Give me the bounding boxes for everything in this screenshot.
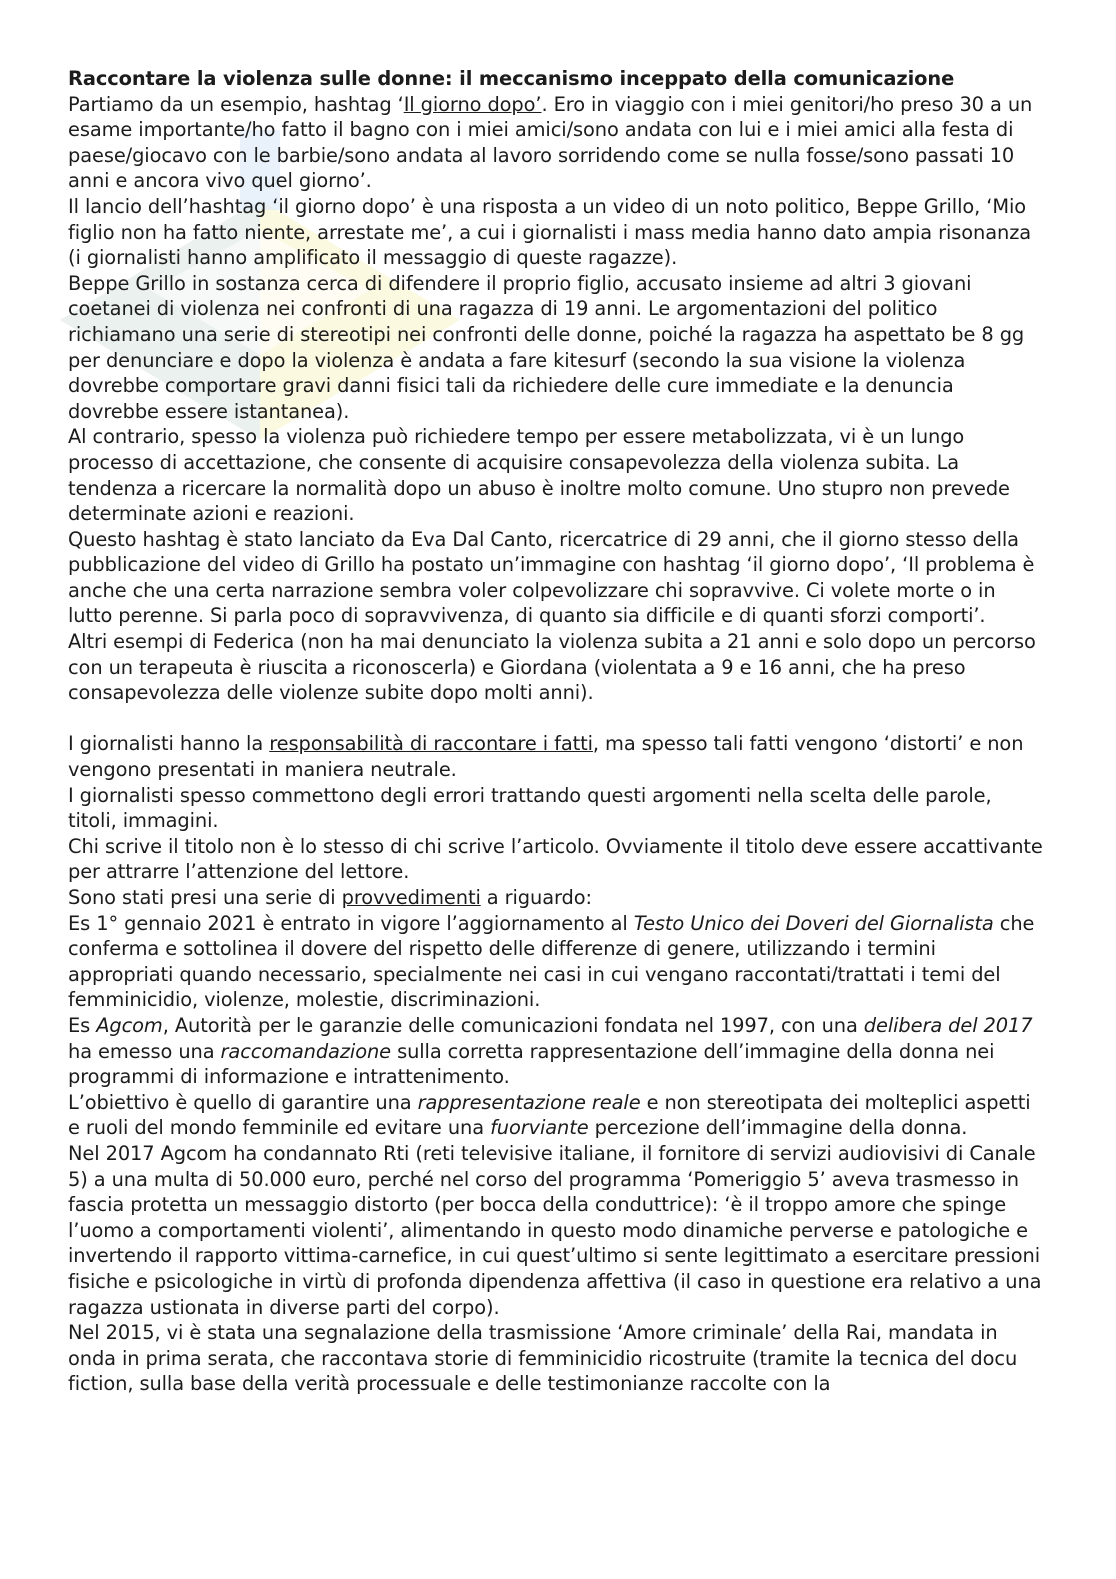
paragraph: Questo hashtag è stato lanciato da Eva Dal Canto, ricercatrice di 29 anni, che il giorno stesso della pubblicazione del video di Grillo ha postato un’immagine con hashtag ‘il giorno dopo’, ‘Il problema è anche che una certa narrazione sembra voler colpevolizzare chi sopravvive. Ci volete morte o in lutto perenne. Si parla poco di sopravvivenza, di quanto sia difficile e di quanti sforzi comporti’. (68, 527, 1035, 628)
paragraph: Partiamo da un esempio, hashtag ‘Il giorno dopo’. Ero in viaggio con i miei genitori/ho preso 30 a un esame importante/ho fatto il bagno con i miei amici/sono andata con lui e i miei amici alla festa di paese/giocavo con le barbie/sono andata al lavoro sorridendo come se nulla fosse/sono passati 10 anni e ancora vivo quel giorno’. (68, 92, 1033, 193)
paragraph: Beppe Grillo in sostanza cerca di difendere il proprio figlio, accusato insieme ad altri 3 giovani coetanei di violenza nei confronti di una ragazza di 19 anni. Le argomentazioni del politico richiamano una serie di stereotipi nei confronti delle donne, poiché la ragazza ha aspettato be 8 gg per denunciare e dopo la violenza è andata a fare kitesurf (secondo la sua visione la violenza dovrebbe comportare gravi danni fisici tali da richiedere delle cure immediate e la denuncia dovrebbe essere istantanea). (68, 271, 1025, 423)
paragraph: Nel 2017 Agcom ha condannato Rti (reti televisive italiane, il fornitore di servizi audiovisivi di Canale 5) a una multa di 50.000 euro, perché nel corso del programma ‘Pomeriggio 5’ aveva trasmesso in fascia protetta un messaggio distorto (per bocca della conduttrice): ‘è il troppo amore che spinge l’uomo a comportamenti violenti’, alimentando in questo modo dinamiche perverse e patologiche e invertendo il rapporto vittima-carnefice, in cui quest’ultimo si sente legittimato a esercitare pressioni fisiche e psicologiche in virtù di profonda dipendenza affettiva (il caso in questione era relativo a una ragazza ustionata in diverse parti del corpo). (68, 1141, 1042, 1319)
paragraph: Al contrario, spesso la violenza può richiedere tempo per essere metabolizzata, vi è un lungo processo di accettazione, che consente di acquisire consapevolezza della violenza subita. La tendenza a ricercare la normalità dopo un abuso è inoltre molto comune. Uno stupro non prevede determinate azioni e reazioni. (68, 425, 1010, 526)
paragraph: Es Agcom, Autorità per le garanzie delle comunicazioni fondata nel 1997, con una delibera del 2017 ha emesso una raccomandazione sulla corretta rappresentazione dell’immagine della donna nei programmi di informazione e intrattenimento. (68, 1013, 1033, 1089)
underlined-phrase: responsabilità di raccontare i fatti (269, 732, 593, 756)
paragraph: Es 1° gennaio 2021 è entrato in vigore l’aggiornamento al Testo Unico dei Doveri del Giornalista che conferma e sottolinea il dovere del rispetto delle differenze di genere, utilizzando i termini appropriati quando necessario, specialmente nei casi in cui vengano raccontati/trattati i temi del femminicidio, violenze, molestie, discriminazioni. (68, 911, 1035, 1012)
hashtag-link[interactable]: Il giorno dopo’ (403, 92, 542, 116)
paragraph: Il lancio dell’hashtag ‘il giorno dopo’ è una risposta a un video di un noto politico, Beppe Grillo, ‘Mio figlio non ha fatto niente, arrestate me’, a cui i giornalisti i mass media hanno dato ampia risonanza (i giornalisti hanno amplificato il messaggio di queste ragazze). (68, 194, 1032, 270)
paragraph: Chi scrive il titolo non è lo stesso di chi scrive l’articolo. Ovviamente il titolo deve essere accattivante per attrarre l’attenzione del lettore. (68, 834, 1043, 884)
document-body (68, 66, 1043, 1397)
underlined-phrase: provvedimenti (341, 886, 481, 909)
paragraph: Sono stati presi una serie di provvedimenti a riguardo: (68, 886, 592, 909)
paragraph: I giornalisti hanno la responsabilità di raccontare i fatti, ma spesso tali fatti vengono ‘distorti’ e non vengono presentati in maniera neutrale. (68, 732, 1024, 782)
paragraph: Altri esempi di Federica (non ha mai denunciato la violenza subita a 21 anni e solo dopo un percorso con un terapeuta è riuscita a riconoscerla) e Giordana (violentata a 9 e 16 anni, che ha preso consapevolezza delle violenze subite dopo molti anni). (68, 630, 1036, 705)
paragraph: I giornalisti spesso commettono degli errori trattando questi argomenti nella scelta delle parole, titoli, immagini. (68, 783, 992, 833)
paragraph: Nel 2015, vi è stata una segnalazione della trasmissione ‘Amore criminale’ della Rai, mandata in onda in prima serata, che raccontava storie di femminicidio ricostruite (tramite la tecnica del docu fiction, sulla base della verità processuale e delle testimonianze raccolte con la (68, 1321, 1018, 1396)
paragraph: L’obiettivo è quello di garantire una rappresentazione reale e non stereotipata dei molteplici aspetti e ruoli del mondo femminile ed evitare una fuorviante percezione dell’immagine della donna. (68, 1090, 1031, 1140)
document-title: Raccontare la violenza sulle donne: il meccanismo inceppato della comunicazione (68, 67, 955, 90)
